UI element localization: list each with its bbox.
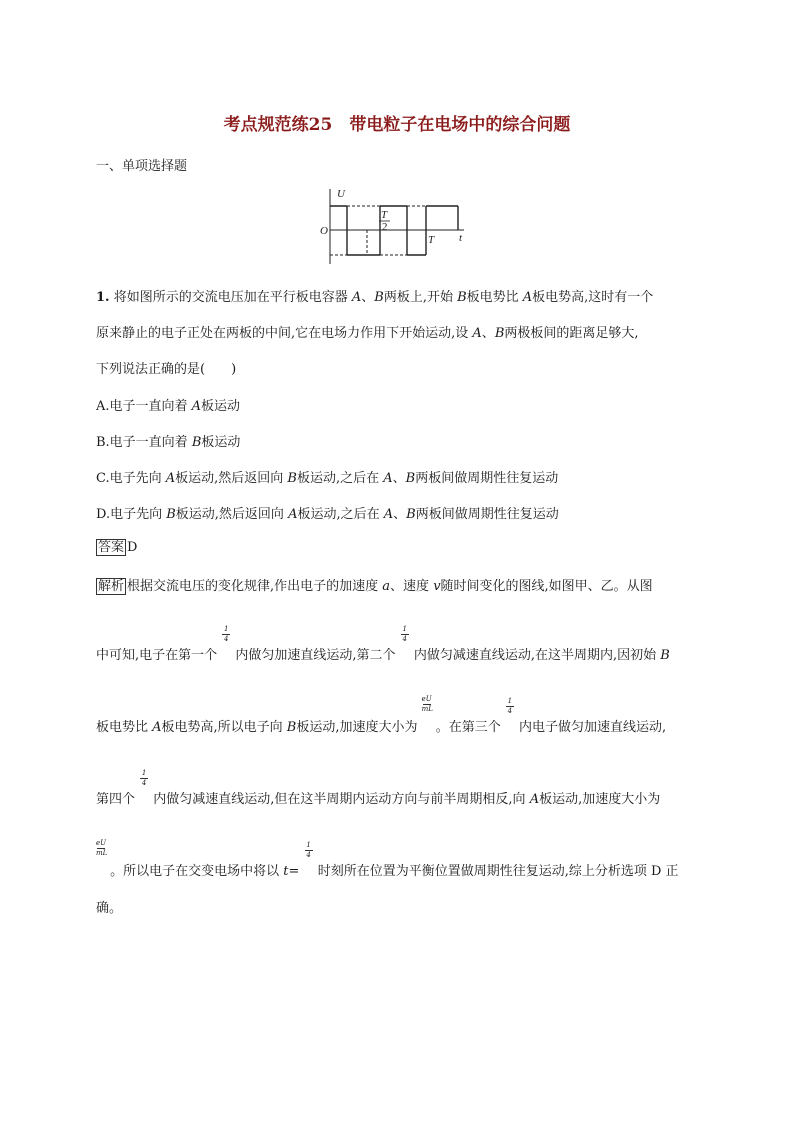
analysis-line-2: 中可知,电子在第一个 $\frac{1}{4}$ 内做匀加速直线运动,第二个 $\frac{1}{4}$ 内做匀减速直线运动,在这半周期内,因初始 B xyxy=(96,625,670,663)
axis-label-t: t xyxy=(459,232,463,244)
option-a: A.电子一直向着 A板运动 xyxy=(96,399,241,414)
question-line-1: 1. 将如图所示的交流电压加在平行板电容器 A、B两板上,开始 B板电势比 A板电势高,这时有一个 xyxy=(96,290,654,305)
answer-value: D xyxy=(127,540,138,555)
voltage-waveform-figure xyxy=(318,186,468,266)
option-c: C.电子先向 A板运动,然后返回向 B板运动,之后在 A、B两板间做周期性往复运动 xyxy=(96,471,559,486)
fraction-quarter: $\frac{1}{4}$ xyxy=(402,625,407,643)
question-line-2: 原来静止的电子正处在两板的中间,它在电场力作用下开始运动,设 A、B两极板间的距离足够大, xyxy=(96,326,639,341)
answer-label: 答案 xyxy=(98,540,125,555)
question-line-3: 下列说法正确的是( ) xyxy=(96,362,237,377)
half-period-den: 2 xyxy=(382,221,388,233)
section-heading: 一、单项选择题 xyxy=(96,159,188,174)
analysis-line-3: 板电势比 A板电势高,所以电子向 B板运动,加速度大小为 $\frac{eU}{mL}$ 。在第三个 $\frac{1}{4}$ 内电子做匀加速直线运动, xyxy=(96,695,667,735)
fraction-quarter: $\frac{1}{4}$ xyxy=(507,697,513,715)
fraction-acceleration: $\frac{eU}{mL}$ xyxy=(421,695,433,713)
option-d: D.电子先向 B板运动,然后返回向 A板运动,之后在 A、B两板间做周期性往复运动 xyxy=(96,507,559,522)
axis-label-u: U xyxy=(337,188,345,200)
analysis-line-6: 确。 xyxy=(96,901,123,916)
analysis-line-5: $\frac{eU}{mL}$ 。所以电子在交变电场中将以 t= $\frac{1}{4}$ 时刻所在位置为平衡位置做周期性往复运动,综上分析选项 D 正 xyxy=(96,839,679,879)
fraction-acceleration: $\frac{eU}{mL}$ xyxy=(96,839,108,857)
fraction-quarter: $\frac{1}{4}$ xyxy=(224,625,229,643)
option-b: B.电子一直向着 B板运动 xyxy=(96,435,241,450)
fraction-quarter: $\frac{1}{4}$ xyxy=(141,769,147,787)
question-number: 1. xyxy=(96,290,110,305)
analysis-line-1: 解析 根据交流电压的变化规律,作出电子的加速度 a、速度 v随时间变化的图线,如图甲、乙。从图 xyxy=(98,579,653,594)
analysis-line-4: 第四个 $\frac{1}{4}$ 内做匀减速直线运动,但在这半周期内运动方向与前半周期相反,向 A板运动,加速度大小为 xyxy=(96,769,661,807)
period-label: T xyxy=(428,234,435,246)
half-period-num: T xyxy=(381,209,388,221)
fraction-quarter: $\frac{1}{4}$ xyxy=(306,841,311,859)
analysis-label: 解析 xyxy=(98,579,125,594)
axis-label-origin: O xyxy=(320,225,328,237)
page-title: 考点规范练25 带电粒子在电场中的综合问题 xyxy=(223,115,571,135)
answer-line xyxy=(96,539,137,556)
